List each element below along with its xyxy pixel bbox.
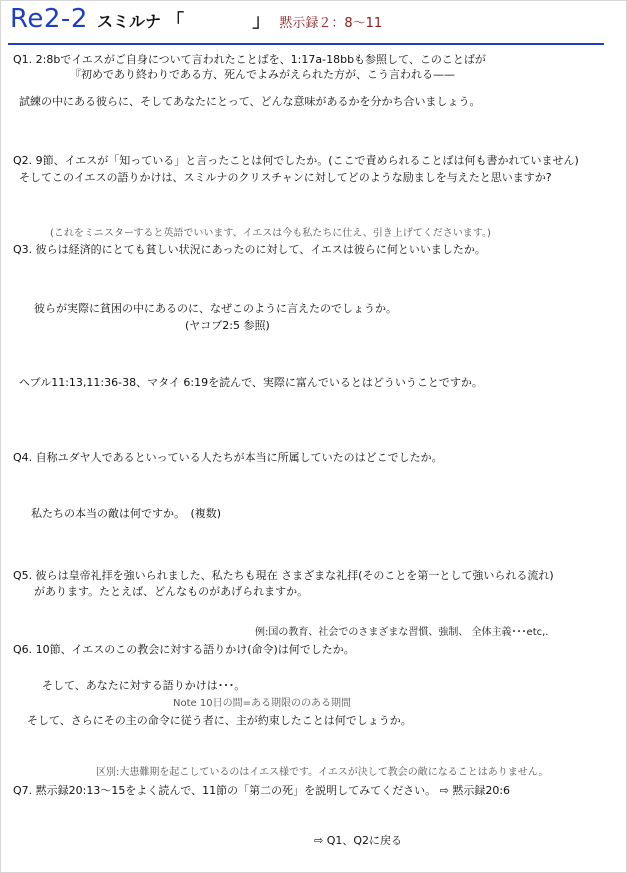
q3-question: Q3. 彼らは経済的にとても貧しい状況にあったのに対して、イエスは彼らに何といいましたか。 <box>13 243 486 256</box>
page-header <box>10 4 382 34</box>
q3-followup: 彼らが実際に貧困の中にあるのに、なぜこのように言えたのでしょうか。 <box>34 302 397 315</box>
q6-note: Note 10日の間=ある期限ののある期間 <box>173 698 351 709</box>
scripture-reference: 黙示録２：8〜11 <box>279 16 383 31</box>
church-name: スミルナ <box>96 12 161 31</box>
q6-promise-question: そして、さらにその主の命令に従う者に、主が約束したことは何でしょうか。 <box>27 714 412 727</box>
q4-followup: 私たちの本当の敵は何ですか。 (複数) <box>31 507 222 520</box>
q6-question: Q6. 10節、イエスのこの教会に対する語りかけ(命令)は何でしたか。 <box>13 643 355 656</box>
q2-followup: そしてこのイエスの語りかけは、スミルナのクリスチャンに対してどのような励ましを与えたと思いますか? <box>19 171 552 184</box>
q3-scripture-question: ヘブル11:13,11:36-38、マタイ 6:19を読んで、実際に富んでいるとはどういうことですか。 <box>19 376 483 389</box>
q5-followup: があります。たとえば、どんなものがあげられますか。 <box>34 585 309 598</box>
q6-followup: そして、あなたに対する語りかけは･･･。 <box>42 679 246 692</box>
back-to-q1-q2-link[interactable]: ⇨ Q1、Q2に戻る <box>314 834 403 847</box>
lesson-code: Re2-2 <box>10 4 88 34</box>
q1-discussion: 試練の中にある彼らに、そしてあなたにとって、どんな意味があるかを分かち合いましょう。 <box>19 95 481 108</box>
q6-distinction-note: 区別:大患難期を起こしているのはイエス様です。イエスが決して教会の敵になることはありません。 <box>96 767 549 778</box>
q1-quote: 『初めであり終わりである方、死んでよみがえられた方が、こう言われる—— <box>70 68 455 81</box>
header-rule <box>8 43 604 45</box>
close-bracket: 」 <box>252 11 271 32</box>
q5-example-note: 例:国の教育、社会でのさまざまな習慣、強制、 全体主義･･･etc,. <box>255 627 549 638</box>
q2-note: (これをミニスターすると英語でいいます、イエスは今も私たちに仕え、引き上げてくださいます。) <box>50 228 491 239</box>
q7-question: Q7. 黙示録20:13〜15をよく読んで、11節の「第二の死」を説明してみてください。 ⇨ 黙示録20:6 <box>13 784 511 797</box>
q1-question: Q1. 2:8bでイエスがご自身について言われたことばを、1:17a-18bbも参照して、このことばが <box>13 53 486 66</box>
q3-reference: (ヤコブ2:5 参照) <box>185 319 270 332</box>
open-bracket: 「 <box>166 11 185 32</box>
q5-question: Q5. 彼らは皇帝礼拝を強いられました、私たちも現在 さまざまな礼拝(そのことを第一として強いられる流れ) <box>13 569 554 582</box>
q4-question: Q4. 自称ユダヤ人であるといっている人たちが本当に所属していたのはどこでしたか。 <box>13 451 443 464</box>
q2-question: Q2. 9節、イエスが「知っている」と言ったことは何でしたか。(ここで責められることばは何も書かれていません) <box>13 154 579 167</box>
